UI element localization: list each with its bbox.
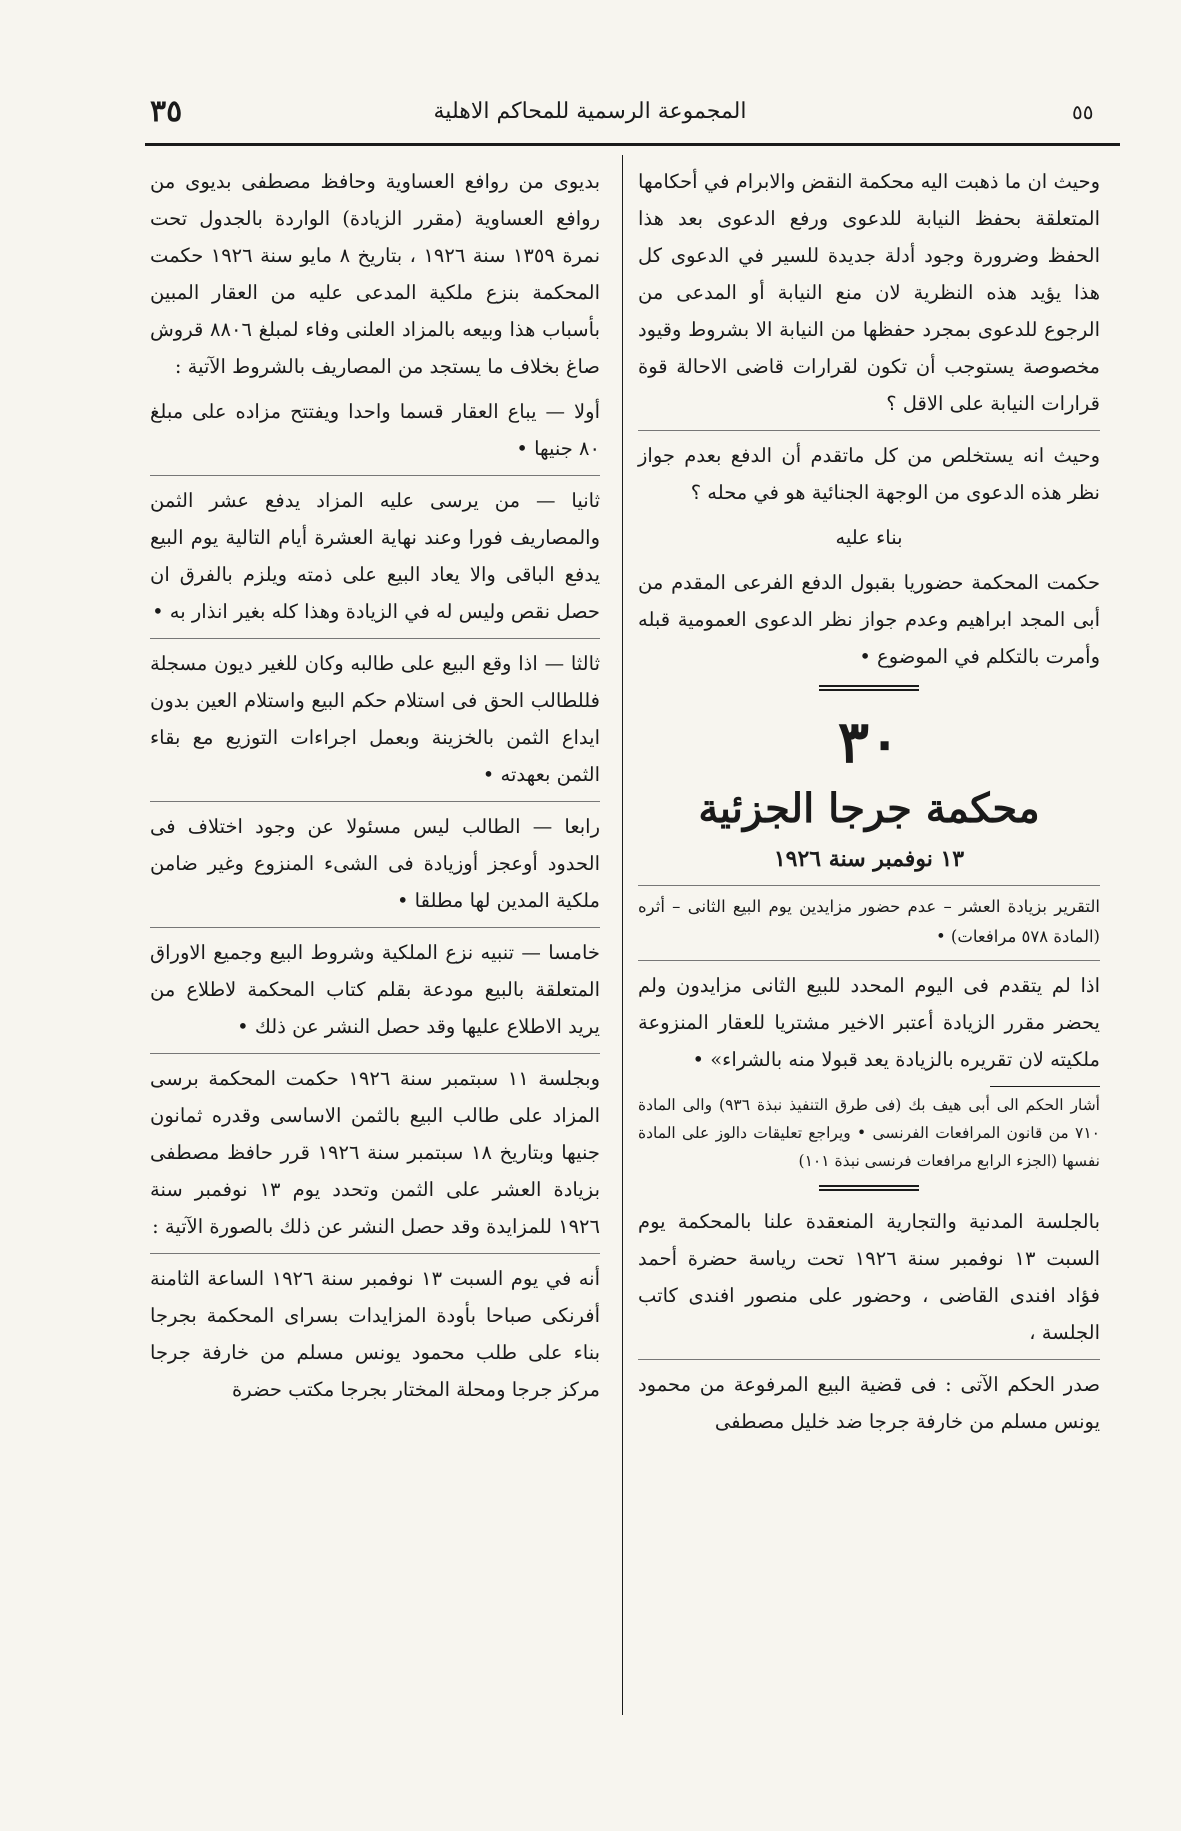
footnote-rule	[990, 1086, 1100, 1087]
paragraph: أنه في يوم السبت ١٣ نوفمبر سنة ١٩٢٦ الساعة الثامنة أفرنكى صباحا بأودة المزايدات بسراى المحكمة بجرجا بناء على طلب محمود يونس مسلم من خارفة جرجا مركز جرجا ومحلة المختار بجرجا مكتب حضرة	[150, 1267, 601, 1401]
condition-item: ثانيا — من يرسى عليه المزاد يدفع عشر الثمن والمصاريف فورا وعند نهاية العشرة أيام التالية يوم البيع يدفع الباقى والا يعاد البيع على ذمته ويلزم بالفرق ان حصل نقص وليس له في الزيادة وهذا كله بغير انذار به •	[150, 489, 600, 623]
condition-item: أولا — يباع العقار قسما واحدا ويفتتح مزاده على مبلغ ٨٠ جنيها •	[150, 400, 600, 460]
case-date: ١٣ نوفمبر سنة ١٩٢٦	[773, 846, 965, 872]
page-number-left: ٣٥	[150, 94, 183, 129]
footnote: أشار الحكم الى أبى هيف بك (فى طرق التنفيذ نبذة ٩٣٦) والى المادة ٧١٠ من قانون المرافعات الفرنسى • ويراجع تعليقات دالوز على المادة نفسها (الجزء الرابع مرافعات فرنسى نبذة ١٠١)	[638, 1096, 1100, 1170]
court-name: محكمة جرجا الجزئية	[698, 785, 1040, 832]
decorative-rule	[819, 1185, 919, 1191]
left-column	[150, 163, 600, 1416]
header-rule	[145, 143, 1120, 146]
running-title: المجموعة الرسمية للمحاكم الاهلية	[433, 99, 747, 124]
paragraph: وحيث ان ما ذهبت اليه محكمة النقض والابرام في أحكامها المتعلقة بحفظ النيابة للدعوى ورفع الدعوى بعد هذا الحفظ وضرورة وجود أدلة جديدة للسير في الدعوى كل هذا يؤيد هذه النظرية لان منع النيابة أو المدعى من الرجوع للدعوى بمجرد حفظها من النيابة الا بشروط وقيود مخصوصة يستوجب أن تكون لقرارات قاضى الاحالة قوة قرارات النيابة على الاقل ؟	[638, 170, 1100, 415]
separator	[150, 475, 600, 476]
paragraph: وبجلسة ١١ سبتمبر سنة ١٩٢٦ حكمت المحكمة برسى المزاد على طالب البيع بالثمن الاساسى وقدره ثمانون جنيها وبتاريخ ١٨ سبتمبر سنة ١٩٢٦ قرر حافظ مصطفى بزيادة العشر على الثمن وتحدد يوم ١٣ نوفمبر سنة ١٩٢٦ للمزايدة وقد حصل النشر عن ذلك بالصورة الآتية :	[150, 1067, 600, 1238]
heading-bina: بناء عليه	[835, 526, 903, 549]
separator	[638, 885, 1100, 886]
separator	[150, 927, 600, 928]
separator	[150, 1253, 600, 1254]
separator	[638, 430, 1100, 431]
decorative-rule	[819, 685, 919, 691]
paragraph: صدر الحكم الآتى : فى قضية البيع المرفوعة من محمود يونس مسلم من خارفة جرجا ضد خليل مصطفى	[638, 1373, 1100, 1433]
case-summary: التقرير بزيادة العشر – عدم حضور مزايدين يوم البيع الثانى – أثره (المادة ٥٧٨ مرافعات) •	[638, 897, 1100, 946]
condition-item: رابعا — الطالب ليس مسئولا عن وجود اختلاف فى الحدود أوعجز أوزيادة فى الشىء المنزوع وغير ضامن ملكية المدين لها مطلقا •	[150, 815, 600, 912]
page-number-right: ٥٥	[1072, 100, 1094, 124]
right-column	[638, 163, 1100, 1448]
separator	[150, 1053, 600, 1054]
paragraph: بالجلسة المدنية والتجارية المنعقدة علنا بالمحكمة يوم السبت ١٣ نوفمبر سنة ١٩٢٦ تحت رياسة حضرة أحمد فؤاد افندى القاضى ، وحضور على منصور افندى كاتب الجلسة ،	[638, 1210, 1100, 1344]
condition-item: ثالثا — اذا وقع البيع على طالبه وكان للغير ديون مسجلة فللطالب الحق فى استلام حكم البيع واستلام العين بدون ايداع الثمن بالخزينة وبعمل اجراءات التوزيع مع بقاء الثمن بعهدته •	[150, 652, 600, 786]
separator	[150, 638, 600, 639]
paragraph: حكمت المحكمة حضوريا بقبول الدفع الفرعى المقدم من أبى المجد ابراهيم وعدم جواز نظر الدعوى العمومية قبله وأمرت بالتكلم في الموضوع •	[638, 571, 1100, 668]
separator	[638, 960, 1100, 961]
legal-principle: اذا لم يتقدم فى اليوم المحدد للبيع الثانى مزايدون ولم يحضر مقرر الزيادة أعتبر الاخير مشتريا للعقار المنزوعة ملكيته لان تقريره بالزيادة يعد قبولا منه بالشراء» •	[638, 974, 1100, 1071]
column-divider	[622, 155, 623, 1715]
condition-item: خامسا — تنبيه نزع الملكية وشروط البيع وجميع الاوراق المتعلقة بالبيع مودعة بقلم كتاب المحكمة لاطلاع من يريد الاطلاع عليها وقد حصل النشر عن ذلك •	[150, 941, 600, 1038]
separator	[150, 801, 600, 802]
separator	[638, 1359, 1100, 1360]
case-number: ٣٠	[837, 708, 901, 776]
paragraph: بديوى من روافع العساوية وحافظ مصطفى بديوى من روافع العساوية (مقرر الزيادة) الواردة بالجدول تحت نمرة ١٣٥٩ سنة ١٩٢٦ ، بتاريخ ٨ مايو سنة ١٩٢٦ حكمت المحكمة بنزع ملكية المدعى عليه من العقار المبين بأسباب هذا وبيعه بالمزاد العلنى وفاء لمبلغ ٨٨٠٦ قروش صاغ بخلاف ما يستجد من المصاريف بالشروط الآتية :	[150, 170, 600, 378]
paragraph: وحيث انه يستخلص من كل ماتقدم أن الدفع بعدم جواز نظر هذه الدعوى من الوجهة الجنائية هو في محله ؟	[638, 444, 1100, 504]
